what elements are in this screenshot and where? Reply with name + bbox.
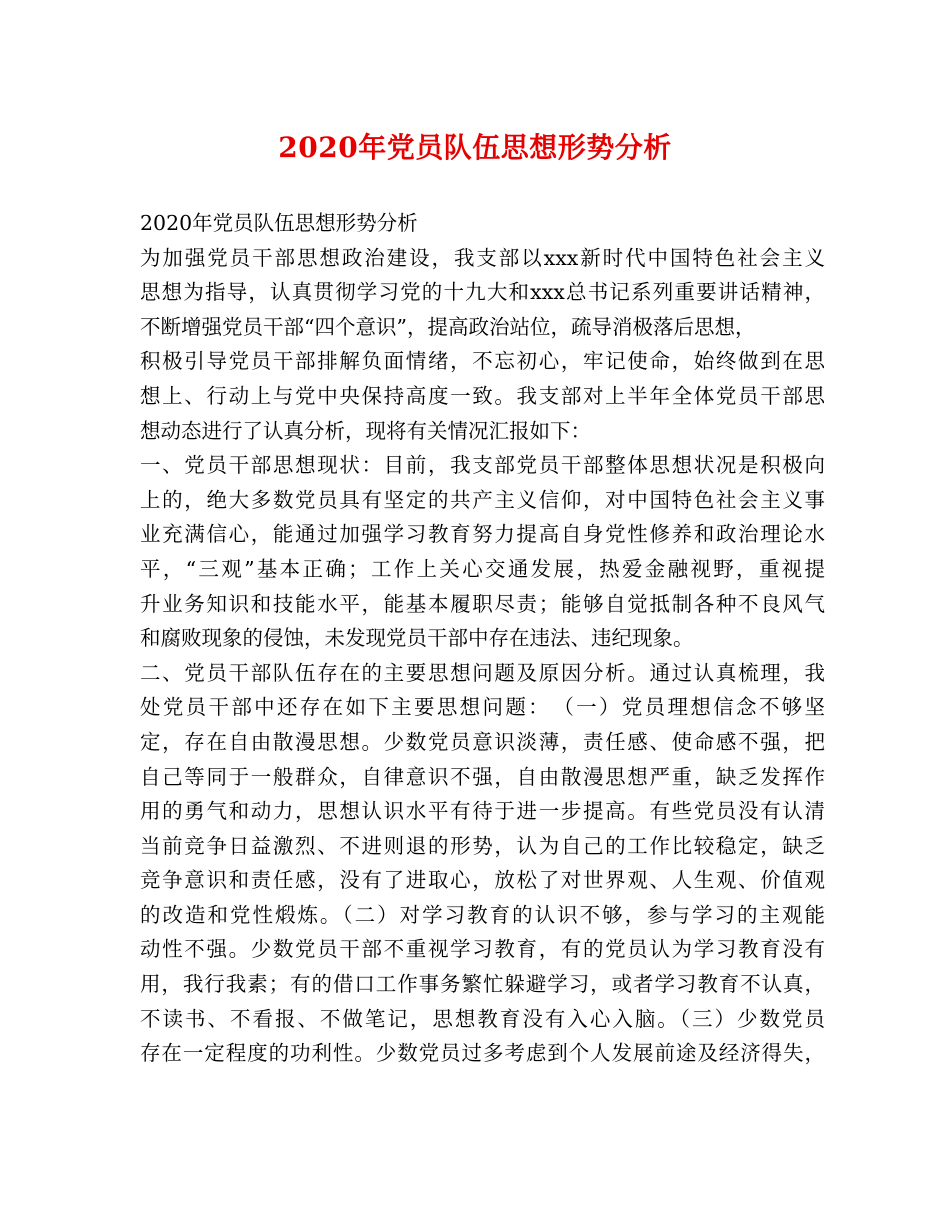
body-line: 一、党员干部思想现状：目前，我支部党员干部整体思想状况是积极向 bbox=[140, 453, 825, 478]
body-line: 想上、行动上与党中央保持高度一致。我支部对上半年全体党员干部思 bbox=[140, 383, 825, 408]
body-line: 用的勇气和动力，思想认识水平有待于进一步提高。有些党员没有认清 bbox=[140, 799, 825, 824]
body-line: 为加强党员干部思想政治建设，我支部以xxx新时代中国特色社会主义 bbox=[140, 245, 825, 270]
body-line: 2020年党员队伍思想形势分析 bbox=[140, 211, 418, 235]
document-body bbox=[140, 206, 825, 1071]
body-line: 动性不强。少数党员干部不重视学习教育，有的党员认为学习教育没有 bbox=[140, 937, 825, 962]
body-line: 不读书、不看报、不做笔记，思想教育没有入心入脑。（三）少数党员 bbox=[140, 1006, 825, 1031]
body-line: 平，“三观”基本正确；工作上关心交通发展，热爱金融视野，重视提 bbox=[140, 556, 825, 581]
body-line: 处党员干部中还存在如下主要思想问题： （一）党员理想信念不够坚 bbox=[140, 695, 825, 720]
body-line: 用，我行我素；有的借口工作事务繁忙躲避学习，或者学习教育不认真， bbox=[140, 972, 825, 997]
body-line: 思想为指导，认真贯彻学习党的十九大和xxx总书记系列重要讲话精神， bbox=[140, 280, 825, 305]
body-line: 上的，绝大多数党员具有坚定的共产主义信仰，对中国特色社会主义事 bbox=[140, 487, 825, 512]
body-line: 不断增强党员干部“四个意识”，提高政治站位，疏导消极落后思想， bbox=[140, 314, 756, 339]
body-line: 和腐败现象的侵蚀，未发现党员干部中存在违法、违纪现象。 bbox=[140, 626, 694, 651]
document-title: 2020年党员队伍思想形势分析 bbox=[278, 131, 672, 164]
body-line: 升业务知识和技能水平，能基本履职尽责；能够自觉抵制各种不良风气 bbox=[140, 591, 825, 616]
body-line: 自己等同于一般群众，自律意识不强，自由散漫思想严重，缺乏发挥作 bbox=[140, 764, 825, 789]
body-line: 业充满信心，能通过加强学习教育努力提高自身党性修养和政治理论水 bbox=[140, 522, 825, 547]
body-line: 积极引导党员干部排解负面情绪，不忘初心，牢记使命，始终做到在思 bbox=[140, 349, 825, 374]
body-line: 二、党员干部队伍存在的主要思想问题及原因分析。通过认真梳理，我 bbox=[140, 660, 825, 685]
body-line: 存在一定程度的功利性。少数党员过多考虑到个人发展前途及经济得失， bbox=[140, 1041, 825, 1066]
body-line: 竞争意识和责任感，没有了进取心，放松了对世界观、人生观、价值观 bbox=[140, 868, 825, 893]
body-line: 定，存在自由散漫思想。少数党员意识淡薄，责任感、使命感不强，把 bbox=[140, 729, 825, 754]
body-line: 当前竞争日益激烈、不进则退的形势，认为自己的工作比较稳定，缺乏 bbox=[140, 833, 825, 858]
body-line: 想动态进行了认真分析，现将有关情况汇报如下： bbox=[140, 418, 591, 443]
body-line: 的改造和党性煅炼。（二）对学习教育的认识不够，参与学习的主观能 bbox=[140, 902, 825, 927]
